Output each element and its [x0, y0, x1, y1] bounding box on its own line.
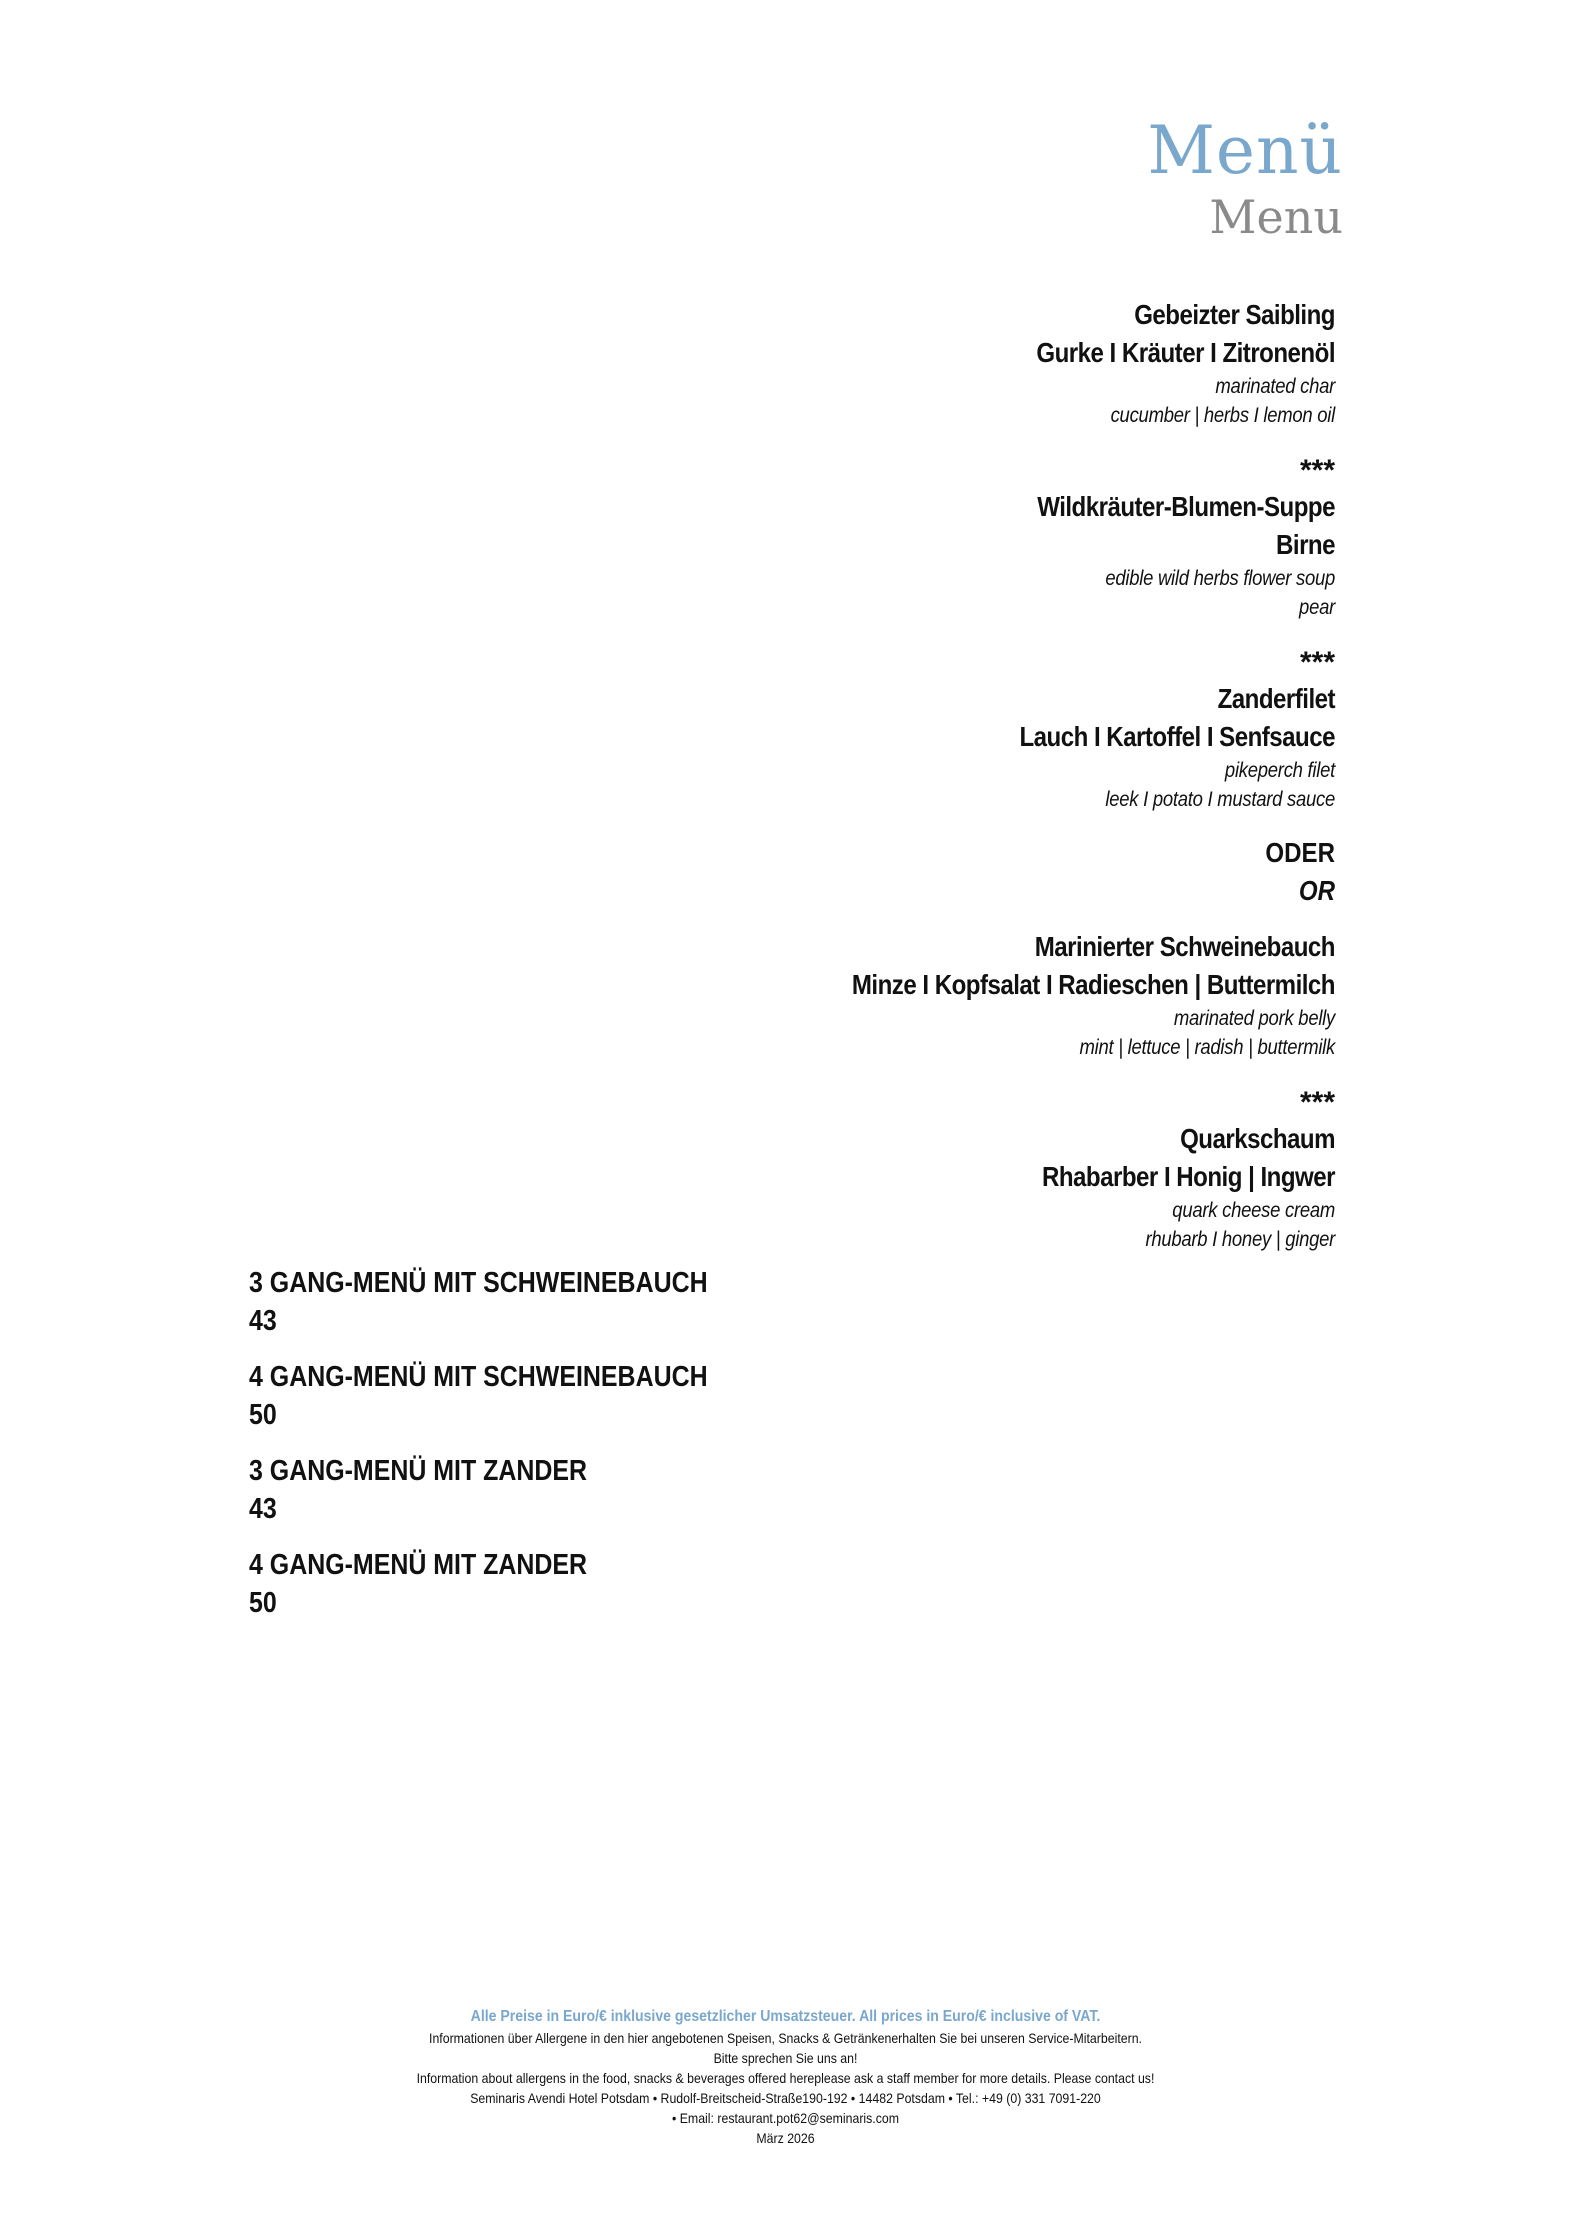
- price-item: [249, 1452, 949, 1528]
- course-english-description: leek I potato I mustard sauce: [1105, 788, 1335, 811]
- footer-date: März 2026: [756, 2130, 815, 2146]
- course-main-meat: [435, 928, 1335, 1062]
- footer-address: Seminaris Avendi Hotel Potsdam • Rudolf-Breitscheid-Straße190-192 • 14482 Potsdam • Tel.: +49 (0) 331 7091-220: [470, 2090, 1101, 2106]
- price-list: [249, 1264, 949, 1640]
- footer-email: • Email: restaurant.pot62@seminaris.com: [671, 2110, 900, 2126]
- price-value: 43: [249, 1305, 277, 1337]
- alternative-english: OR: [1298, 875, 1335, 906]
- course-english-description: cucumber | herbs I lemon oil: [1110, 404, 1335, 427]
- alternative-divider: [435, 834, 1335, 910]
- courses-list: [435, 296, 1335, 1254]
- course-english-description: rhubarb I honey | ginger: [1145, 1228, 1335, 1251]
- course-english-description: mint | lettuce | radish | buttermilk: [1079, 1036, 1335, 1059]
- menu-title-german: Menü: [1147, 112, 1343, 189]
- course-german-name: Gebeizter Saibling: [1134, 299, 1335, 330]
- price-label: 3 GANG-MENÜ MIT SCHWEINEBAUCH: [249, 1267, 708, 1299]
- course-english-description: pear: [1299, 596, 1335, 619]
- course-german-description: Birne: [1276, 529, 1335, 560]
- price-item: [249, 1264, 949, 1340]
- course-english-name: quark cheese cream: [1172, 1199, 1335, 1222]
- footer-allergens-english: Information about allergens in the food, snacks & beverages offered hereplease ask a staff member for more details. Please contact us!: [416, 2070, 1155, 2086]
- course-german-name: Wildkräuter-Blumen-Suppe: [1037, 491, 1335, 522]
- course-main-fish: [435, 680, 1335, 814]
- course-separator: ***: [1299, 646, 1335, 679]
- course-english-name: marinated pork belly: [1173, 1007, 1335, 1030]
- footer-vat-notice: Alle Preise in Euro/€ inklusive gesetzlicher Umsatzsteuer. All prices in Euro/€ inclusive of VAT.: [470, 2008, 1101, 2025]
- price-value: 50: [249, 1587, 277, 1619]
- course-german-name: Zanderfilet: [1217, 683, 1335, 714]
- page-footer: [0, 2006, 1571, 2148]
- course-english-name: marinated char: [1215, 375, 1335, 398]
- course-german-name: Marinierter Schweinebauch: [1034, 931, 1335, 962]
- course-english-name: edible wild herbs flower soup: [1105, 567, 1335, 590]
- price-label: 4 GANG-MENÜ MIT ZANDER: [249, 1549, 588, 1581]
- course-german-description: Gurke I Kräuter I Zitronenöl: [1036, 337, 1335, 368]
- footer-allergens-german: Informationen über Allergene in den hier angebotenen Speisen, Snacks & Getränkenerhalten Sie bei unseren Service-Mitarbeitern.: [429, 2030, 1142, 2046]
- price-value: 50: [249, 1399, 277, 1431]
- course-german-description: Lauch I Kartoffel I Senfsauce: [1019, 721, 1335, 752]
- course-english-name: pikeperch filet: [1224, 759, 1335, 782]
- course-starter: [435, 296, 1335, 430]
- course-separator: ***: [1299, 454, 1335, 487]
- course-dessert: [435, 1120, 1335, 1254]
- course-separator: ***: [1299, 1086, 1335, 1119]
- price-label: 3 GANG-MENÜ MIT ZANDER: [249, 1455, 588, 1487]
- price-label: 4 GANG-MENÜ MIT SCHWEINEBAUCH: [249, 1361, 708, 1393]
- course-soup: [435, 488, 1335, 622]
- course-german-description: Minze I Kopfsalat I Radieschen | Buttermilch: [851, 969, 1335, 1000]
- alternative-german: ODER: [1265, 837, 1335, 868]
- price-value: 43: [249, 1493, 277, 1525]
- price-item: [249, 1546, 949, 1622]
- footer-contact-request: Bitte sprechen Sie uns an!: [713, 2050, 858, 2066]
- price-item: [249, 1358, 949, 1434]
- menu-title-english: Menu: [1209, 190, 1343, 244]
- course-german-name: Quarkschaum: [1180, 1123, 1335, 1154]
- course-german-description: Rhabarber I Honig | Ingwer: [1041, 1161, 1335, 1192]
- menu-title-block: [1147, 112, 1343, 244]
